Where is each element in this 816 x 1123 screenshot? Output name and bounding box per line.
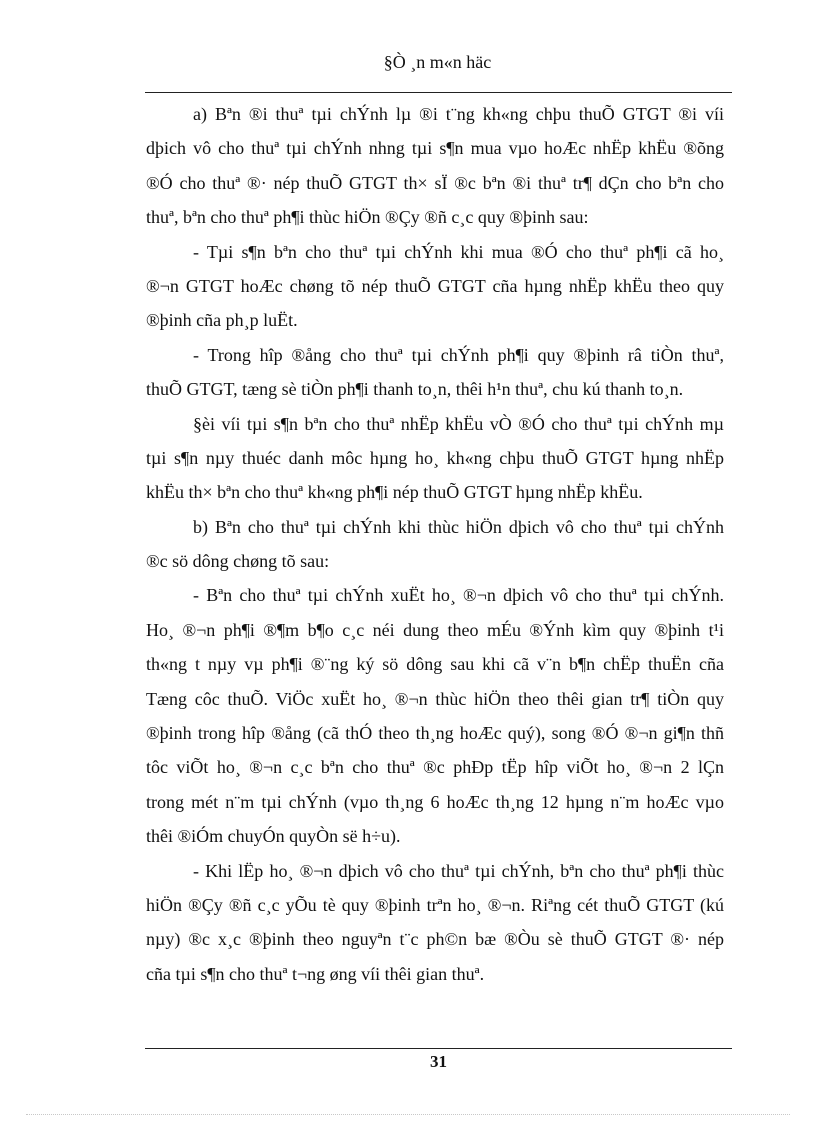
document-body: [146, 97, 724, 991]
text-line: §èi víi tµi s¶n bªn cho thuª nhËp khËu vÒ ®Ó cho thuª tµi chÝnh mµ: [193, 413, 724, 434]
text-line: ®Ó cho thuª ®· nép thuÕ GTGT th× sÏ ®c bªn ®i thuª tr¶ dÇn cho bªn cho: [146, 172, 724, 193]
text-line: trong mét n¨m tµi chÝnh (vµo th¸ng 6 hoÆc th¸ng 12 hµng n¨m hoÆc vµo: [146, 791, 724, 812]
text-line: cña tµi s¶n cho thuª t¬ng øng víi thêi gian thuª.: [146, 963, 485, 984]
text-line: - Bªn cho thuª tµi chÝnh xuËt ho¸ ®¬n dþich vô cho thuª tµi chÝnh.: [193, 585, 724, 606]
text-line: ®c sö dông chøng tõ sau:: [146, 551, 330, 572]
text-line: tµi s¶n nµy thuéc danh môc hµng ho¸ kh«ng chþu thuÕ GTGT hµng nhËp: [146, 447, 724, 468]
text-line: dþich vô cho thuª tµi chÝnh nhng tµi s¶n mua vµo hoÆc nhËp khËu ®õng: [146, 138, 724, 159]
page-edge-dotted-border: [26, 1114, 790, 1115]
page-header-title: §Ò ¸n m«n häc: [383, 52, 492, 72]
footer-divider: [145, 1048, 732, 1049]
text-line: thuÕ GTGT, tæng sè tiÒn ph¶i thanh to¸n, thêi h¹n thuª, chu kú thanh to¸n.: [146, 379, 684, 400]
text-line: Ho¸ ®¬n ph¶i ®¶m b¶o c¸c néi dung theo mÉu ®Ýnh kìm quy ®þinh t¹i: [146, 619, 724, 640]
text-line: a) Bªn ®i thuª tµi chÝnh lµ ®i t¨ng kh«ng chþu thuÕ GTGT ®i víi: [193, 104, 724, 124]
text-line: - Khi lËp ho¸ ®¬n dþich vô cho thuª tµi chÝnh, bªn cho thuª ph¶i thùc: [193, 860, 724, 881]
text-line: thêi ®iÓm chuyÓn quyÒn së h÷u).: [146, 826, 401, 847]
text-line: - Trong hîp ®ång cho thuª tµi chÝnh ph¶i quy ®þinh râ tiÒn thuª,: [193, 344, 724, 365]
text-line: khËu th× bªn cho thuª kh«ng ph¶i nép thuÕ GTGT hµng nhËp khËu.: [146, 482, 643, 503]
text-line: nµy) ®c x¸c ®þinh theo nguyªn t¨c ph©n bæ ®Òu sè thuÕ GTGT ®· nép: [146, 929, 724, 950]
text-line: hiÖn ®Çy ®ñ c¸c yÕu tè quy ®þinh trªn ho¸ ®¬n. Riªng cét thuÕ GTGT (kú: [146, 894, 724, 915]
text-line: thuª, bªn cho thuª ph¶i thùc hiÖn ®Çy ®ñ c¸c quy ®þinh sau:: [146, 207, 589, 228]
text-line: tôc viÕt ho¸ ®¬n c¸c bªn cho thuª ®c phÐp tËp hîp viÕt ho¸ ®¬n 2 lÇn: [146, 757, 724, 778]
text-line: th«ng t nµy vµ ph¶i ®¨ng ký sö dông sau khi cã v¨n b¶n chËp thuËn cña: [146, 654, 724, 675]
header-divider: [145, 92, 732, 93]
text-line: Tæng côc thuÕ. ViÖc xuËt ho¸ ®¬n thùc hiÖn theo thêi gian tr¶ tiÒn quy: [146, 688, 724, 709]
text-line: ®þinh trong hîp ®ång (cã thÓ theo th¸ng hoÆc quý), song ®Ó ®¬n gi¶n thñ: [146, 723, 724, 744]
text-line: ®¬n GTGT hoÆc chøng tõ nép thuÕ GTGT cña hµng nhËp khËu theo quy: [146, 275, 724, 296]
text-line: ®þinh cña ph¸p luËt.: [146, 310, 298, 331]
text-line: - Tµi s¶n bªn cho thuª tµi chÝnh khi mua ®Ó cho thuª ph¶i cã ho¸: [193, 241, 724, 262]
page-number: 31: [430, 1052, 447, 1071]
text-line: b) Bªn cho thuª tµi chÝnh khi thùc hiÖn dþich vô cho thuª tµi chÝnh: [193, 516, 724, 537]
